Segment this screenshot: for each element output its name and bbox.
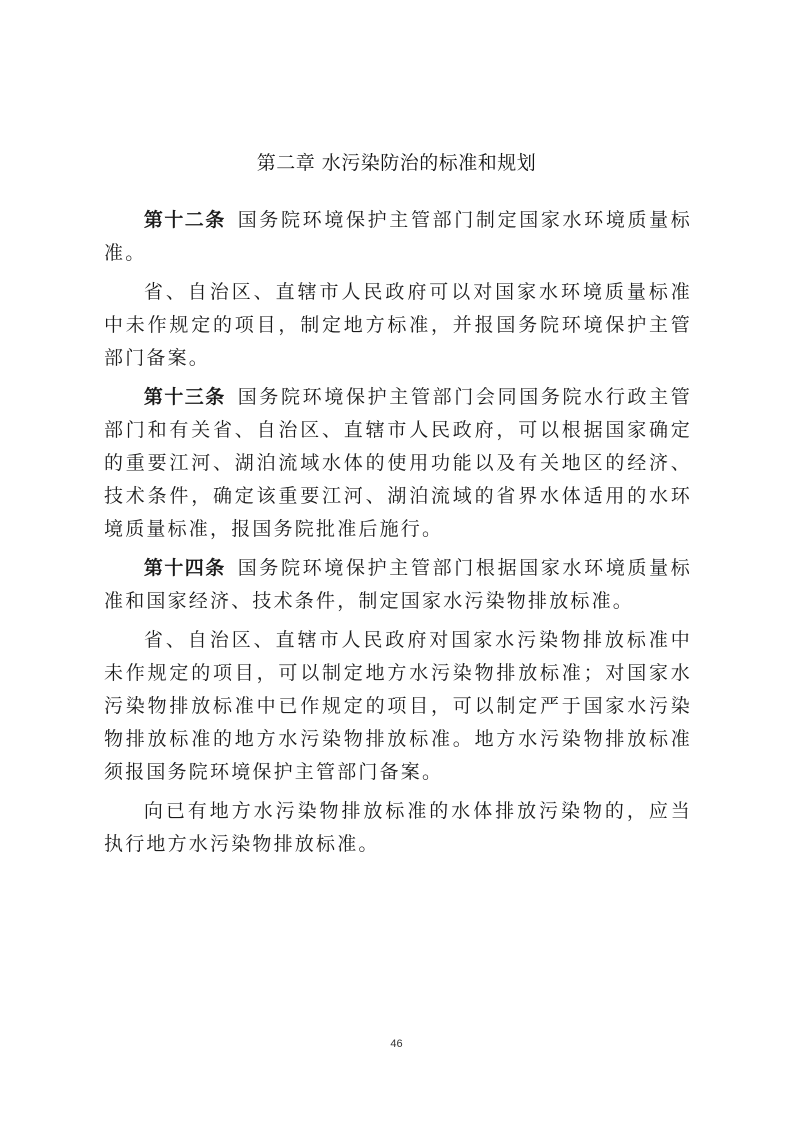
article-13-label: 第十三条 xyxy=(143,386,226,408)
article-14-label: 第十四条 xyxy=(143,557,226,579)
article-12-text-2: 省、自治区、直辖市人民政府可以对国家水环境质量标准中未作规定的项目，制定地方标准，并报国务院环境保护主管部门备案。 xyxy=(104,281,692,369)
article-14-paragraph-2 xyxy=(104,624,692,789)
article-14-text-2: 省、自治区、直辖市人民政府对国家水污染物排放标准中未作规定的项目，可以制定地方水污染物排放标准；对国家水污染物排放标准中已作规定的项目，可以制定严于国家水污染物排放标准的地方水污染物排放标准。地方水污染物排放标准须报国务院环境保护主管部门备案。 xyxy=(104,629,692,783)
page-number: 46 xyxy=(390,1038,403,1050)
document-body xyxy=(104,204,692,867)
article-14-text-3: 向已有地方水污染物排放标准的水体排放污染物的，应当执行地方水污染物排放标准。 xyxy=(104,800,692,855)
article-14-paragraph-1 xyxy=(104,552,692,618)
article-14-text-1: 国务院环境保护主管部门根据国家水环境质量标准和国家经济、技术条件，制定国家水污染物排放标准。 xyxy=(104,557,692,612)
article-13-text-1: 国务院环境保护主管部门会同国务院水行政主管部门和有关省、自治区、直辖市人民政府，可以根据国家确定的重要江河、湖泊流域水体的使用功能以及有关地区的经济、技术条件，确定该重要江河、湖泊流域的省界水体适用的水环境质量标准，报国务院批准后施行。 xyxy=(104,386,692,540)
article-12-paragraph-1 xyxy=(104,204,692,270)
article-14-paragraph-3 xyxy=(104,795,692,861)
article-12-text-1: 国务院环境保护主管部门制定国家水环境质量标准。 xyxy=(104,209,692,264)
chapter-title: 第二章 水污染防治的标准和规划 xyxy=(256,152,537,174)
article-13-paragraph-1 xyxy=(104,381,692,546)
article-12-label: 第十二条 xyxy=(143,209,226,231)
article-12-paragraph-2 xyxy=(104,276,692,375)
